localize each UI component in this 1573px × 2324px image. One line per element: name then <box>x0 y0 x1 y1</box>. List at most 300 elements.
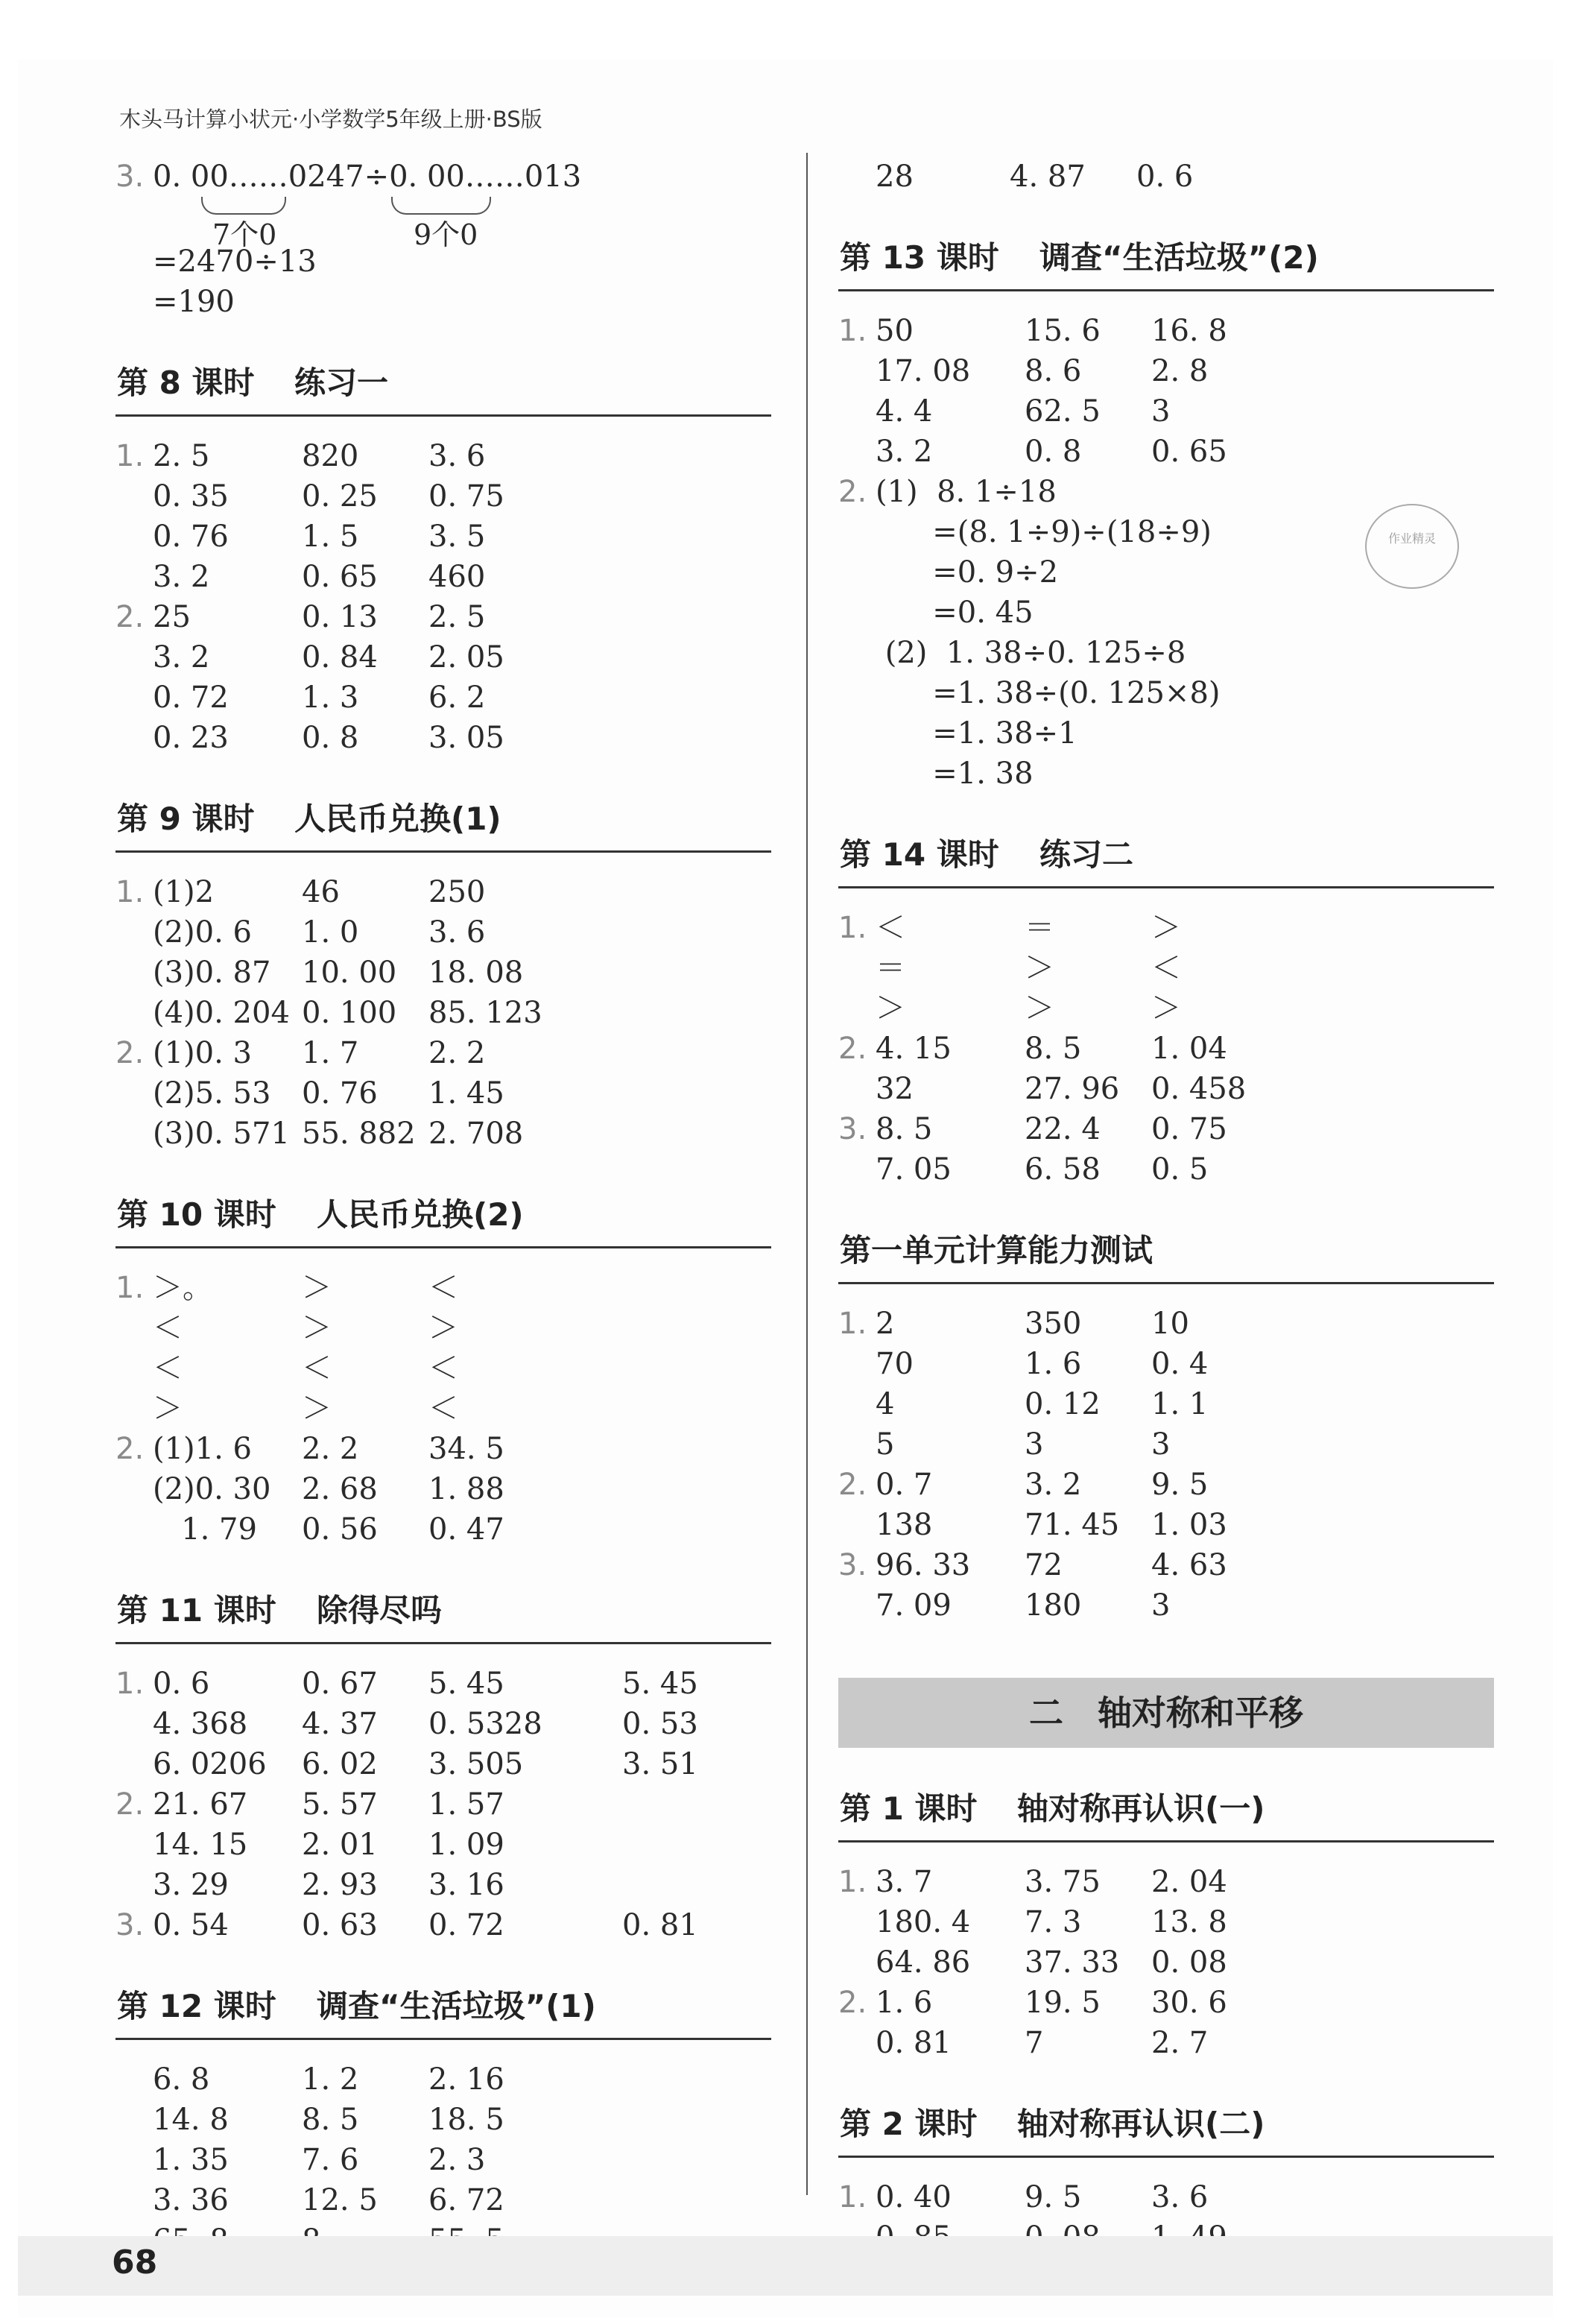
working-text: =0. 45 <box>876 596 1034 630</box>
answer-cell: ＞。 <box>153 1271 212 1305</box>
answer-row <box>115 1348 771 1389</box>
question-number: 1. <box>838 2180 867 2214</box>
answer-cell: (3)0. 571 <box>153 1117 290 1151</box>
answer-cell: 3. 29 <box>153 1868 229 1902</box>
answer-cell: 37. 33 <box>1025 1945 1120 1980</box>
answer-cell: 2. 05 <box>428 640 504 675</box>
answer-row <box>115 1784 771 1825</box>
answer-cell: ＜ <box>153 1311 183 1345</box>
answer-cell: 0. 81 <box>876 2026 952 2060</box>
question-number: 2. <box>115 600 145 634</box>
working-text: =(8. 1÷9)÷(18÷9) <box>876 515 1212 549</box>
answer-cell: 1. 5 <box>302 520 359 554</box>
answer-cell: 8. 5 <box>876 1112 933 1146</box>
answer-cell: 27. 96 <box>1025 1072 1120 1106</box>
answer-cell: ＝ <box>1025 911 1054 945</box>
answer-row <box>838 2023 1494 2063</box>
answer-row <box>838 988 1494 1029</box>
answer-cell: 3. 6 <box>428 915 486 950</box>
section-title <box>838 1219 1494 1284</box>
working-text: (2) 1. 38÷0. 125÷8 <box>876 636 1186 670</box>
answer-cell: 10 <box>1151 1307 1189 1341</box>
answer-row <box>115 1268 771 1308</box>
answer-cell: 72 <box>1025 1548 1063 1582</box>
answer-cell: 64. 86 <box>876 1945 971 1980</box>
answer-cell: 0. 13 <box>302 600 378 634</box>
answer-cell: 0. 08 <box>1151 1945 1227 1980</box>
answer-cell: (2)0. 6 <box>153 915 252 950</box>
answer-cell: 0. 53 <box>622 1707 698 1741</box>
answer-cell: 1. 04 <box>1151 1032 1227 1066</box>
answer-cell: ＞ <box>876 991 905 1026</box>
answer-row <box>115 597 771 637</box>
answer-cell: 50 <box>876 314 914 348</box>
lesson-label: 第 1 课时 <box>840 1790 978 1827</box>
answer-cell: 0. 25 <box>302 479 378 514</box>
running-header: 木头马计算小状元·小学数学5年级上册·BS版 <box>119 107 542 132</box>
answer-cell: 5 <box>876 1427 895 1462</box>
top-problem-braces: 7个0 9个0 <box>115 197 771 241</box>
answer-cell: ＜ <box>428 1351 458 1386</box>
answer-cell: 62. 5 <box>1025 394 1101 429</box>
question-number: 2. <box>115 1787 145 1822</box>
working-line <box>838 754 1494 794</box>
answer-cell: 4. 63 <box>1151 1548 1227 1582</box>
answer-cell: (1)1. 6 <box>153 1432 252 1466</box>
answer-cell: 3. 2 <box>1025 1468 1082 1502</box>
answer-cell: 3 <box>1025 1427 1044 1462</box>
answer-cell: 2. 5 <box>153 439 210 473</box>
answer-row <box>115 1429 771 1469</box>
answer-row <box>115 1825 771 1865</box>
answer-cell: 2. 93 <box>302 1868 378 1902</box>
answer-cell: 0. 67 <box>302 1667 378 1701</box>
answer-row <box>115 2180 771 2220</box>
section-title <box>838 824 1494 888</box>
answer-cell: 0. 40 <box>876 2180 952 2214</box>
answer-cell: 1. 6 <box>1025 1347 1082 1381</box>
answer-cell: 3. 7 <box>876 1865 933 1899</box>
answer-cell: 70 <box>876 1347 914 1381</box>
working-line <box>838 593 1494 633</box>
answer-row <box>838 1424 1494 1465</box>
answer-cell: 0. 76 <box>302 1076 378 1111</box>
question-number: 2. <box>115 1432 145 1466</box>
working-text: =0. 9÷2 <box>876 555 1059 590</box>
left-sections <box>115 352 771 2261</box>
answer-cell: 32 <box>876 1072 914 1106</box>
answer-cell: 0. 100 <box>302 996 397 1030</box>
answer-cell: 0. 54 <box>153 1908 229 1942</box>
answer-cell: 3. 05 <box>428 721 504 755</box>
answer-cell: 0. 6 <box>153 1667 210 1701</box>
answer-row <box>838 391 1494 432</box>
answer-row <box>838 432 1494 472</box>
answer-cell: 2. 2 <box>302 1432 359 1466</box>
answer-cell: (1)0. 3 <box>153 1036 252 1070</box>
section-title <box>115 788 771 853</box>
section-title <box>838 1778 1494 1843</box>
answer-row <box>115 517 771 557</box>
right-column <box>838 157 1494 2258</box>
answer-cell: 1. 45 <box>428 1076 504 1111</box>
answer-cell: 1. 3 <box>302 681 359 715</box>
lesson-topic: 轴对称再认识(二) <box>1017 2106 1265 2142</box>
question-number: 1. <box>115 1667 145 1701</box>
section-title <box>115 1579 771 1644</box>
answer-cell: 1. 0 <box>302 915 359 950</box>
answer-cell: 6. 58 <box>1025 1152 1101 1187</box>
answer-cell: 3 <box>1151 1427 1171 1462</box>
lesson-label: 第 14 课时 <box>840 836 999 873</box>
answer-cell: 138 <box>876 1508 933 1542</box>
section-title <box>838 227 1494 291</box>
answer-row <box>115 953 771 993</box>
right-sections-2 <box>838 1778 1494 2258</box>
answer-row <box>115 2140 771 2180</box>
answer-cell: 3 <box>1151 394 1171 429</box>
answer-cell: 17. 08 <box>876 354 971 388</box>
answer-cell: 18. 5 <box>428 2103 504 2137</box>
answer-row <box>838 1304 1494 1344</box>
answer-cell: 4. 4 <box>876 394 933 429</box>
section-title <box>115 1184 771 1248</box>
answer-row <box>115 1389 771 1429</box>
answer-cell: 5. 57 <box>302 1787 378 1822</box>
answer-cell: 2. 68 <box>302 1472 378 1506</box>
answer-row <box>115 1308 771 1348</box>
question-number: 2. <box>838 1032 867 1066</box>
answer-row <box>838 1069 1494 1109</box>
answer-cell: 1. 1 <box>1151 1387 1209 1421</box>
question-number: 1. <box>115 875 145 909</box>
answer-cell: 1. 2 <box>302 2062 359 2097</box>
answer-cell: 0. 8 <box>302 721 359 755</box>
page-footer <box>18 2236 1553 2296</box>
answer-cell: 0. 8 <box>1025 435 1082 469</box>
answer-cell: 55. 882 <box>302 1117 416 1151</box>
answer-cell: ＞ <box>302 1392 332 1426</box>
answer-row <box>838 1465 1494 1505</box>
lesson-label: 第 11 课时 <box>117 1592 276 1629</box>
answer-cell: 0. 72 <box>428 1908 504 1942</box>
answer-cell: 14. 15 <box>153 1828 248 1862</box>
question-number: 1. <box>115 439 145 473</box>
answer-cell: 1. 03 <box>1151 1508 1227 1542</box>
lesson-topic: 轴对称再认识(一) <box>1017 1790 1265 1827</box>
answer-cell: 2. 16 <box>428 2062 504 2097</box>
lesson-topic: 练习一 <box>294 364 389 401</box>
answer-cell: 7. 3 <box>1025 1905 1082 1939</box>
answer-cell: 2. 5 <box>428 600 486 634</box>
question-number: 2. <box>838 1986 867 2020</box>
answer-cell: 6. 2 <box>428 681 486 715</box>
answer-cell: 3. 2 <box>153 640 210 675</box>
lesson-label: 第一单元计算能力测试 <box>840 1232 1153 1269</box>
answer-cell: 9. 5 <box>1151 1468 1209 1502</box>
answer-cell: 3. 51 <box>622 1747 698 1781</box>
lesson-label: 第 10 课时 <box>117 1196 276 1233</box>
answer-cell: 7. 09 <box>876 1588 952 1623</box>
answer-row <box>838 1029 1494 1069</box>
answer-cell: 3. 75 <box>1025 1865 1101 1899</box>
answer-cell: 0. 35 <box>153 479 229 514</box>
answer-row <box>838 1942 1494 1983</box>
answer-cell: 3. 2 <box>153 560 210 594</box>
answer-cell: 820 <box>302 439 359 473</box>
answer-cell: 34. 5 <box>428 1432 504 1466</box>
answer-cell: 4. 37 <box>302 1707 378 1741</box>
answer-row <box>115 557 771 597</box>
answer-cell: 0. 12 <box>1025 1387 1101 1421</box>
working-text: (1) 8. 1÷18 <box>876 475 1057 509</box>
answer-cell: 180. 4 <box>876 1905 971 1939</box>
answer-cell: 0. 47 <box>428 1512 504 1547</box>
answer-cell: (2)0. 30 <box>153 1472 271 1506</box>
answer-cell: (1)2 <box>153 875 215 909</box>
answer-row <box>838 948 1494 988</box>
answer-cell: 7 <box>1025 2026 1044 2060</box>
section-title <box>838 2093 1494 2158</box>
answer-cell: (2)5. 53 <box>153 1076 271 1111</box>
answer-cell: 25 <box>153 600 191 634</box>
answer-row <box>115 2100 771 2140</box>
answer-cell: ＞ <box>428 1311 458 1345</box>
answer-cell: 2. 2 <box>428 1036 486 1070</box>
working-text: =1. 38 <box>876 757 1034 791</box>
answer-cell: 30. 6 <box>1151 1986 1227 2020</box>
answer-cell: 2. 7 <box>1151 2026 1209 2060</box>
answer-cell: 0. 72 <box>153 681 229 715</box>
answer-cell: 85. 123 <box>428 996 542 1030</box>
answer-cell: 3. 6 <box>1151 2180 1209 2214</box>
answer-cell: 0. 5328 <box>428 1707 542 1741</box>
answer-cell: 460 <box>428 560 486 594</box>
answer-row <box>115 872 771 912</box>
answer-cell: 250 <box>428 875 486 909</box>
question-number: 3. <box>838 1112 867 1146</box>
answer-row <box>115 1073 771 1114</box>
answer-cell: 22. 4 <box>1025 1112 1101 1146</box>
answer-cell: ＜ <box>302 1351 332 1386</box>
answer-cell: 2. 708 <box>428 1117 524 1151</box>
lesson-topic: 调查“生活垃圾”(2) <box>1039 239 1319 276</box>
lesson-label: 第 9 课时 <box>117 801 255 837</box>
answer-row <box>115 637 771 678</box>
answer-row <box>115 1905 771 1945</box>
answer-row <box>115 1509 771 1550</box>
answer-cell: 3 <box>1151 1588 1171 1623</box>
answer-cell: 0. 56 <box>302 1512 378 1547</box>
answer-row <box>115 1469 771 1509</box>
answer-cell: 8. 6 <box>1025 354 1082 388</box>
lesson-topic: 练习二 <box>1039 836 1134 873</box>
working-line <box>838 713 1494 754</box>
answer-cell: ＜ <box>153 1351 183 1386</box>
unit-banner: 二 轴对称和平移 <box>838 1678 1494 1748</box>
top-problem-expression: 3. 0. 00……0247÷0. 00……013 <box>115 160 582 194</box>
column-divider <box>806 153 808 2195</box>
page-number: 68 <box>112 2244 158 2282</box>
answer-cell: 3. 5 <box>428 520 486 554</box>
answer-row <box>115 476 771 517</box>
lesson-label: 第 8 课时 <box>117 364 255 401</box>
answer-row <box>115 993 771 1033</box>
answer-row <box>838 1545 1494 1585</box>
question-number: 2. <box>115 1036 145 1070</box>
question-number: 1. <box>115 1271 145 1305</box>
answer-row <box>838 908 1494 948</box>
answer-cell: 0. 65 <box>302 560 378 594</box>
left-column: 3. 0. 00……0247÷0. 00……013 7个0 9个0 =2470÷13 =190 第 8 课时 练习一 1. 2. 5 820 3. 6 0. 35 0. 25 0. 75 0. 76 1. 5 3. 5 3. 2 0. 65 460 2. 25 0. 13 2. 5 3. 2 0. 84 2. 05 0. 72 1. 3 6. 2 0. 23 0. 8 3. 05 第 9 课时 人民币兑换(1) 1. (1)2 46 250 (2)0. 6 1. 0 3. 6 (3)0. 87 10. 00 18. 08 (4)0. 204 0. 100 85. 123 2. (1)0. 3 1. 7 2. 2 (2)5. 53 0. 76 1. 45 (3)0. 571 55. 882 2. 708 第 10 课时 人民币兑换(2) 1. ＞。 ＞ ＜ ＜ ＞ ＞ ＜ ＜ ＜ ＞ ＞ ＜ 2. (1)1. 6 2. 2 34. 5 (2)0. 30 2. 68 1. 88 1. 79 0. 56 0. 47 第 11 课时 除得尽吗 1. 0. 6 0. 67 5. 45 5. 45 4. 368 4. 37 0. 5328 0. 53 6. 0206 6. 02 3. 505 3. 51 2. 21. 67 5. 57 1. 57 14. 15 2. 01 1. 09 3. 29 2. 93 3. 16 3. 0. 54 0. 63 0. 72 0. 81 第 12 课时 调查“生活垃圾”(1) 6. 8 1. 2 2. 16 14. 8 8. 5 18. 5 1. 35 7. 6 2. 3 3. 36 12. 5 6. 72 <box>115 157 771 2261</box>
answer-cell: ＞ <box>1151 911 1181 945</box>
answer-cell: ＜ <box>876 911 905 945</box>
answer-row <box>115 718 771 758</box>
answer-cell: ＞ <box>1025 951 1054 985</box>
answer-cell: 3. 2 <box>876 435 933 469</box>
answer-row <box>838 1585 1494 1626</box>
answer-cell: 3. 36 <box>153 2183 229 2217</box>
answer-cell: 6. 8 <box>153 2062 210 2097</box>
answer-row <box>115 1033 771 1073</box>
answer-cell: 1. 09 <box>428 1828 504 1862</box>
answer-cell: 96. 33 <box>876 1548 971 1582</box>
working-text: =1. 38÷1 <box>876 716 1077 751</box>
stamp-icon: 作业精灵 <box>1365 504 1459 589</box>
answer-row <box>115 1865 771 1905</box>
answer-cell: ＞ <box>302 1311 332 1345</box>
answer-cell: 1. 6 <box>876 1986 933 2020</box>
answer-cell: 7. 05 <box>876 1152 952 1187</box>
answer-cell: 0. 63 <box>302 1908 378 1942</box>
question-number: 2. <box>838 1468 867 1502</box>
answer-row <box>838 2177 1494 2217</box>
answer-cell: 15. 6 <box>1025 314 1101 348</box>
answer-cell: 8. 5 <box>1025 1032 1082 1066</box>
answer-cell: 19. 5 <box>1025 1986 1101 2020</box>
answer-row <box>838 1862 1494 1902</box>
answer-cell: 12. 5 <box>302 2183 378 2217</box>
answer-cell: 3. 6 <box>428 439 486 473</box>
question-number: 3. <box>115 1908 145 1942</box>
answer-row <box>838 1505 1494 1545</box>
answer-row <box>838 1983 1494 2023</box>
answer-cell: 5. 45 <box>428 1667 504 1701</box>
right-top-row: 28 4. 87 0. 6 <box>876 160 1194 194</box>
answer-cell: (4)0. 204 <box>153 996 290 1030</box>
answer-cell: 2. 8 <box>1151 354 1209 388</box>
answer-cell: 13. 8 <box>1151 1905 1227 1939</box>
answer-cell: 0. 81 <box>622 1908 698 1942</box>
answer-cell: 0. 75 <box>428 479 504 514</box>
answer-cell: 0. 7 <box>876 1468 933 1502</box>
answer-cell: ＞ <box>1151 991 1181 1026</box>
question-number: 1. <box>838 911 867 945</box>
answer-cell: 1. 7 <box>302 1036 359 1070</box>
question-number: 1. <box>838 314 867 348</box>
answer-row <box>838 1344 1494 1384</box>
answer-row <box>115 1664 771 1704</box>
answer-cell: 18. 08 <box>428 956 524 990</box>
working-line <box>838 633 1494 673</box>
answer-cell: 1. 35 <box>153 2143 229 2177</box>
answer-row <box>115 1744 771 1784</box>
lesson-label: 第 12 课时 <box>117 1988 276 2024</box>
answer-row <box>838 1902 1494 1942</box>
answer-cell: 9. 5 <box>1025 2180 1082 2214</box>
answer-cell: 3. 505 <box>428 1747 524 1781</box>
answer-cell: 8. 5 <box>302 2103 359 2137</box>
answer-cell: 0. 65 <box>1151 435 1227 469</box>
answer-row <box>115 436 771 476</box>
answer-cell: ＜ <box>428 1392 458 1426</box>
answer-cell: 0. 84 <box>302 640 378 675</box>
answer-cell: ＞ <box>153 1392 183 1426</box>
answer-cell: 0. 23 <box>153 721 229 755</box>
lesson-topic: 除得尽吗 <box>317 1592 443 1629</box>
answer-cell: ＞ <box>302 1271 332 1305</box>
working-text: =1. 38÷(0. 125×8) <box>876 676 1221 710</box>
answer-cell: ＞ <box>1025 991 1054 1026</box>
answer-row <box>115 2059 771 2100</box>
answer-cell: 6. 72 <box>428 2183 504 2217</box>
answer-cell: 7. 6 <box>302 2143 359 2177</box>
answer-cell: 1. 79 <box>153 1512 257 1547</box>
answer-row <box>115 1704 771 1744</box>
answer-row <box>115 1114 771 1154</box>
right-sections <box>838 227 1494 1626</box>
answer-cell: 21. 67 <box>153 1787 248 1822</box>
answer-cell: 2. 3 <box>428 2143 486 2177</box>
answer-row <box>838 311 1494 351</box>
answer-cell: 71. 45 <box>1025 1508 1120 1542</box>
answer-cell: 4. 368 <box>153 1707 248 1741</box>
answer-cell: 2. 01 <box>302 1828 378 1862</box>
question-number: 1. <box>838 1307 867 1341</box>
lesson-topic: 人民币兑换(2) <box>317 1196 524 1233</box>
answer-cell: ＜ <box>428 1271 458 1305</box>
answer-cell: 46 <box>302 875 340 909</box>
answer-cell: 6. 0206 <box>153 1747 267 1781</box>
answer-cell: 4 <box>876 1387 895 1421</box>
answer-cell: 1. 57 <box>428 1787 504 1822</box>
answer-row <box>838 351 1494 391</box>
answer-cell: 4. 15 <box>876 1032 952 1066</box>
working-line <box>838 673 1494 713</box>
lesson-label: 第 13 课时 <box>840 239 999 276</box>
lesson-topic: 人民币兑换(1) <box>294 801 501 837</box>
answer-cell: 350 <box>1025 1307 1082 1341</box>
answer-cell: 0. 458 <box>1151 1072 1247 1106</box>
answer-cell: 14. 8 <box>153 2103 229 2137</box>
section-title <box>115 1975 771 2040</box>
answer-cell: 10. 00 <box>302 956 397 990</box>
answer-cell: 2. 04 <box>1151 1865 1227 1899</box>
answer-row <box>838 1149 1494 1190</box>
answer-cell: ＜ <box>1151 951 1181 985</box>
answer-cell: 16. 8 <box>1151 314 1227 348</box>
question-number: 1. <box>838 1865 867 1899</box>
answer-row <box>115 912 771 953</box>
question-number: 2. <box>838 475 867 509</box>
answer-cell: 3. 16 <box>428 1868 504 1902</box>
question-number: 3. <box>838 1548 867 1582</box>
answer-cell: 0. 76 <box>153 520 229 554</box>
answer-row <box>115 678 771 718</box>
answer-cell: 2 <box>876 1307 895 1341</box>
answer-cell: ＝ <box>876 951 905 985</box>
answer-cell: 0. 4 <box>1151 1347 1209 1381</box>
